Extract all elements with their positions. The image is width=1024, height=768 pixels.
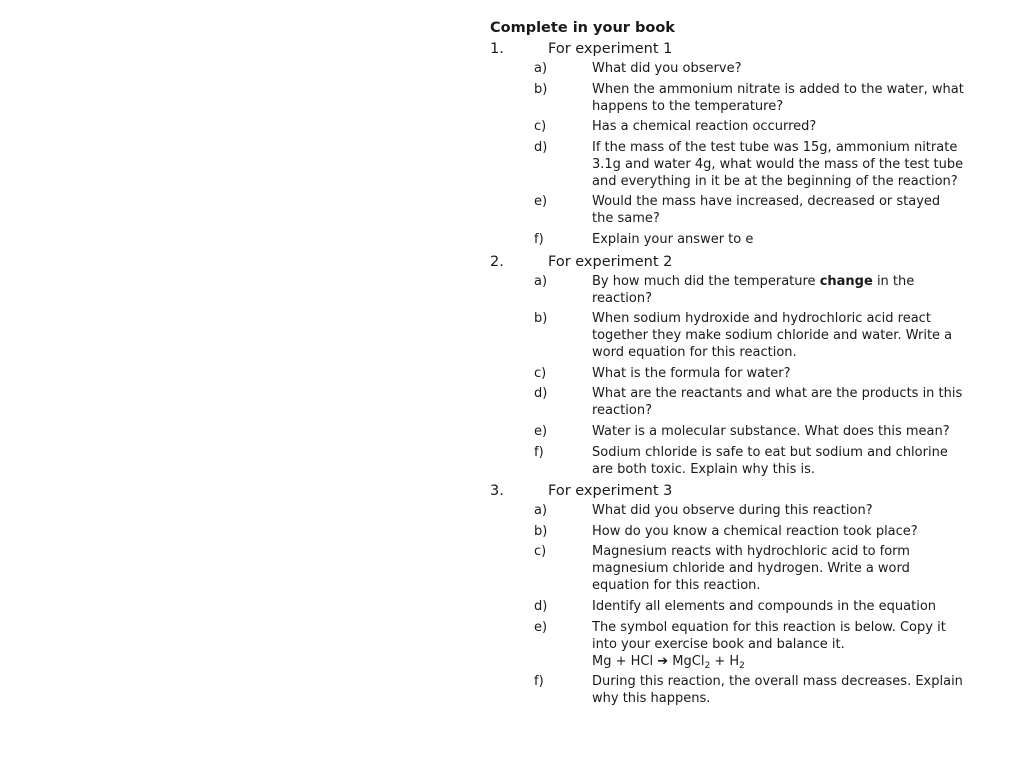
sub-question	[490, 423, 964, 440]
sub-question-text: What did you observe?	[592, 61, 742, 76]
sub-question-text: The symbol equation for this reaction is below. Copy it into your exercise book and balance it.	[592, 619, 946, 652]
question-title: For experiment 3	[548, 483, 673, 500]
sub-question-letter: b)	[534, 311, 548, 327]
sub-question-letter: c)	[534, 119, 547, 135]
sub-question	[490, 81, 964, 115]
worksheet	[490, 18, 970, 711]
question-number: 2.	[490, 253, 504, 270]
sub-question-letter: d)	[534, 598, 548, 614]
question-header	[490, 39, 970, 60]
question-number: 3.	[490, 483, 504, 500]
sub-question-text: When the ammonium nitrate is added to the water, what happens to the temperature?	[592, 81, 964, 114]
sub-question	[490, 523, 964, 540]
sub-question-letter: b)	[534, 81, 548, 97]
sub-question	[490, 543, 964, 594]
subscript: 2	[704, 660, 711, 671]
sub-question-text-post: in the reaction?	[592, 273, 915, 306]
sub-question-letter: a)	[534, 503, 548, 519]
sub-question-letter: f)	[534, 674, 544, 690]
sub-question	[490, 231, 964, 248]
sub-question	[490, 673, 964, 707]
sub-question-text: Water is a molecular substance. What does this mean?	[592, 423, 950, 439]
sub-question-letter: e)	[534, 423, 548, 439]
symbol-equation	[592, 653, 964, 670]
sub-question-list	[490, 502, 970, 707]
sub-question-text: How do you know a chemical reaction took place?	[592, 523, 918, 539]
sub-question-text: Would the mass have increased, decreased or stayed the same?	[592, 194, 941, 227]
question-number: 1.	[490, 41, 504, 57]
equation-product-1: MgCl	[672, 653, 705, 669]
sub-question-text: Magnesium reacts with hydrochloric acid to form magnesium chloride and hydrogen. Write a word equation for this reaction.	[592, 544, 910, 594]
sub-question-letter: c)	[534, 544, 547, 560]
equation-reactants: Mg + HCl	[592, 653, 654, 669]
sub-question-text: Sodium chloride is safe to eat but sodium and chlorine are both toxic. Explain why this is.	[592, 444, 948, 477]
sub-question	[490, 139, 964, 190]
arrow-icon: ➔	[657, 653, 669, 669]
question-1	[490, 39, 970, 248]
equation-plus: + H	[710, 653, 740, 669]
sub-question-text: What did you observe during this reaction?	[592, 503, 873, 519]
sub-question	[490, 193, 964, 227]
sub-question-text: During this reaction, the overall mass decreases. Explain why this happens.	[592, 674, 963, 707]
emphasis-word: change	[819, 273, 873, 289]
question-2	[490, 252, 970, 478]
sub-question-letter: a)	[534, 273, 548, 289]
sub-question	[490, 444, 964, 478]
sub-question-letter: b)	[534, 523, 548, 539]
sub-question-text: If the mass of the test tube was 15g, ammonium nitrate 3.1g and water 4g, what would the mass of the test tube and everything in it be at the beginning of the reaction?	[592, 139, 964, 189]
sub-question-letter: e)	[534, 194, 548, 210]
sub-question-text: Identify all elements and compounds in the equation	[592, 598, 937, 614]
sub-question	[490, 619, 964, 670]
worksheet-heading: Complete in your book	[490, 20, 675, 36]
sub-question-letter: c)	[534, 365, 547, 381]
sub-question-list	[490, 60, 970, 248]
sub-question-list	[490, 273, 970, 478]
subscript: 2	[739, 660, 745, 671]
question-header	[490, 481, 970, 502]
sub-question-text: What is the formula for water?	[592, 365, 791, 381]
sub-question	[490, 598, 964, 615]
sub-question-text: Has a chemical reaction occurred?	[592, 119, 817, 135]
sub-question	[490, 385, 964, 419]
sub-question	[490, 502, 964, 519]
sub-question-letter: e)	[534, 619, 548, 635]
sub-question-letter: d)	[534, 139, 548, 155]
sub-question	[490, 60, 964, 77]
question-title: For experiment 2	[548, 253, 673, 270]
sub-question-text	[592, 273, 964, 307]
sub-question-letter: f)	[534, 444, 544, 460]
sub-question-text: What are the reactants and what are the products in this reaction?	[592, 386, 963, 419]
sub-question	[490, 273, 964, 307]
sub-question	[490, 365, 964, 382]
question-3	[490, 481, 970, 707]
sub-question-text-pre: By how much did the temperature	[592, 273, 820, 289]
sub-question-letter: f)	[534, 231, 544, 247]
sub-question	[490, 310, 964, 361]
sub-question	[490, 118, 964, 135]
question-header	[490, 252, 970, 273]
question-title: For experiment 1	[548, 41, 673, 57]
sub-question-text: When sodium hydroxide and hydrochloric acid react together they make sodium chloride and water. Write a word equation for this reaction.	[592, 311, 953, 361]
sub-question-letter: d)	[534, 386, 548, 402]
sub-question-text: Explain your answer to e	[592, 231, 754, 247]
sub-question-letter: a)	[534, 61, 548, 76]
